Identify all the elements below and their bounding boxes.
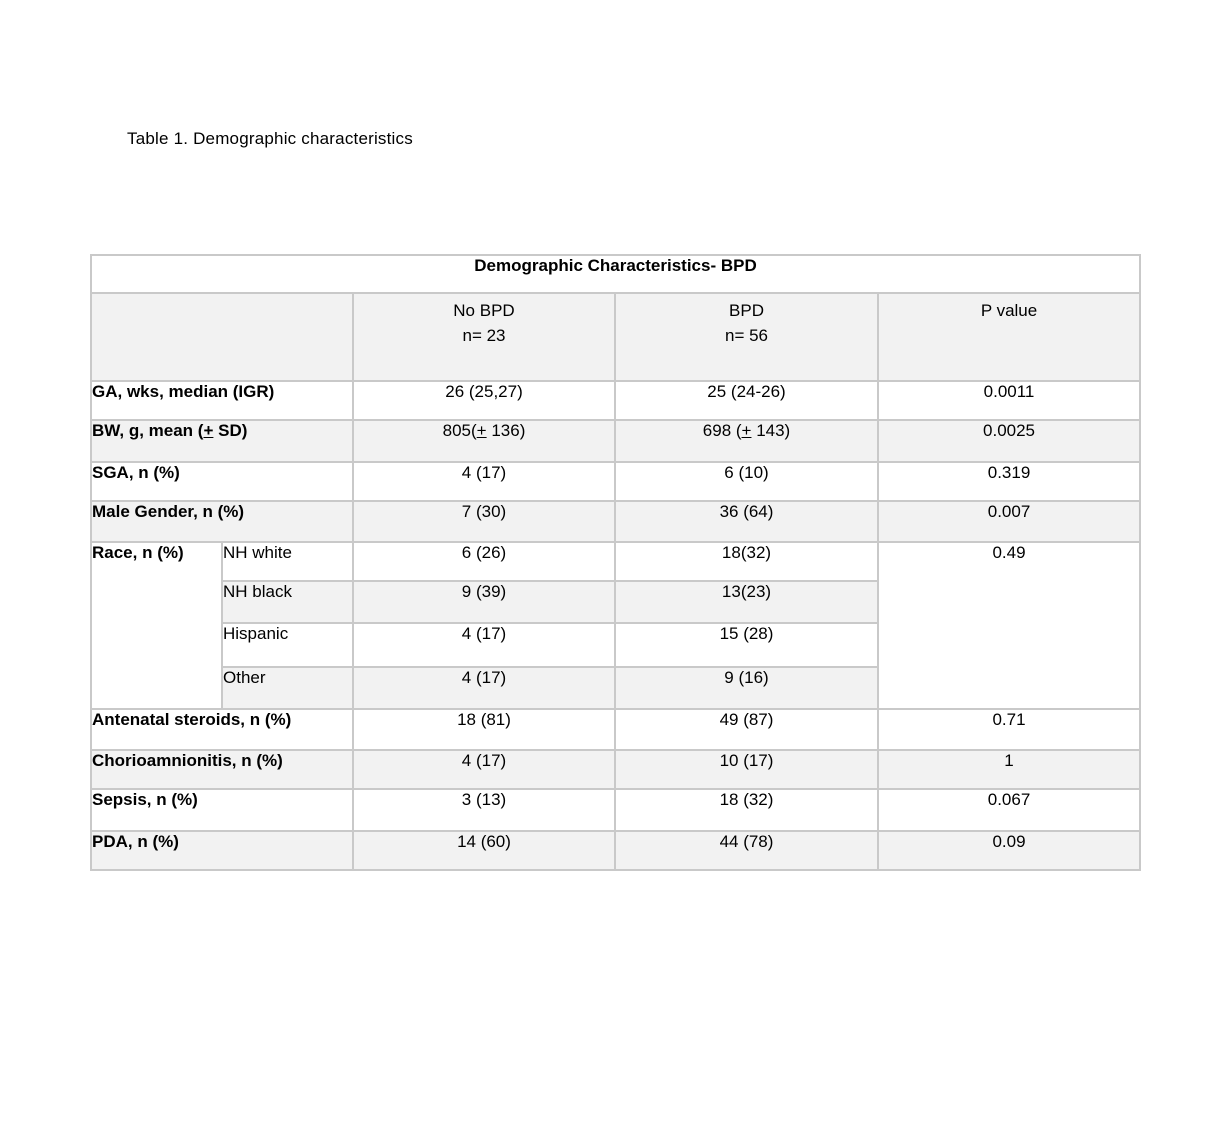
cell-part: 143) [751,421,791,440]
cell-bpd: 6 (10) [615,462,878,501]
cell-p-value: 0.067 [878,789,1140,831]
header-no-bpd-label: No BPD [453,301,515,320]
table-row [91,501,1140,542]
demographics-table [90,254,1141,871]
cell-bpd [615,420,878,462]
table-row [91,789,1140,831]
cell-bpd: 18 (32) [615,789,878,831]
cell-no-bpd: 14 (60) [353,831,615,870]
row-label: Antenatal steroids, n (%) [91,709,353,750]
table-title: Demographic Characteristics- BPD [91,255,1140,293]
table-row [91,750,1140,789]
cell-bpd: 10 (17) [615,750,878,789]
header-no-bpd-n: n= 23 [462,326,506,345]
table-row [91,420,1140,462]
row-label: Male Gender, n (%) [91,501,353,542]
cell-p-value: 1 [878,750,1140,789]
header-row [91,293,1140,381]
header-empty-cell [91,293,353,381]
cell-no-bpd: 9 (39) [353,581,615,623]
cell-no-bpd: 4 (17) [353,623,615,667]
cell-p-value: 0.09 [878,831,1140,870]
header-bpd-n: n= 56 [724,326,768,345]
plus-minus-symbol: + [203,421,214,440]
row-label-part: BW, g, mean ( [92,421,204,440]
plus-minus-symbol: + [741,421,752,440]
cell-bpd: 15 (28) [615,623,878,667]
race-sub-label: Other [222,667,353,709]
table-row [91,542,1140,581]
cell-no-bpd: 3 (13) [353,789,615,831]
table-row [91,381,1140,420]
cell-no-bpd: 7 (30) [353,501,615,542]
header-bpd-label: BPD [729,301,764,320]
cell-bpd: 36 (64) [615,501,878,542]
cell-bpd: 25 (24-26) [615,381,878,420]
row-label-part: SD) [213,421,248,440]
cell-no-bpd: 4 (17) [353,667,615,709]
cell-p-value: 0.71 [878,709,1140,750]
cell-bpd: 9 (16) [615,667,878,709]
cell-part: 698 ( [702,421,742,440]
race-sub-label: NH white [222,542,353,581]
row-label: SGA, n (%) [91,462,353,501]
plus-minus-symbol: + [476,421,487,440]
row-label: Sepsis, n (%) [91,789,353,831]
row-label [91,420,353,462]
row-label: Chorioamnionitis, n (%) [91,750,353,789]
cell-p-value: 0.0011 [878,381,1140,420]
cell-part: 136) [486,421,526,440]
cell-no-bpd: 4 (17) [353,750,615,789]
table-row [91,709,1140,750]
cell-bpd: 44 (78) [615,831,878,870]
table-caption: Table 1. Demographic characteristics [127,129,413,148]
header-bpd [615,293,878,381]
race-label: Race, n (%) [91,542,222,709]
cell-p-value: 0.319 [878,462,1140,501]
cell-bpd: 49 (87) [615,709,878,750]
cell-part: 805( [442,421,477,440]
cell-p-value: 0.0025 [878,420,1140,462]
row-label: GA, wks, median (IGR) [91,381,353,420]
table-row [91,462,1140,501]
cell-p-value: 0.007 [878,501,1140,542]
cell-no-bpd: 18 (81) [353,709,615,750]
race-sub-label: NH black [222,581,353,623]
race-sub-label: Hispanic [222,623,353,667]
cell-no-bpd: 4 (17) [353,462,615,501]
row-label: PDA, n (%) [91,831,353,870]
cell-no-bpd: 26 (25,27) [353,381,615,420]
cell-no-bpd: 6 (26) [353,542,615,581]
race-p-value: 0.49 [878,542,1140,709]
cell-no-bpd [353,420,615,462]
cell-bpd: 18(32) [615,542,878,581]
table-row [91,831,1140,870]
table-title-row [91,255,1140,293]
header-p-value: P value [878,293,1140,381]
cell-bpd: 13(23) [615,581,878,623]
header-no-bpd [353,293,615,381]
